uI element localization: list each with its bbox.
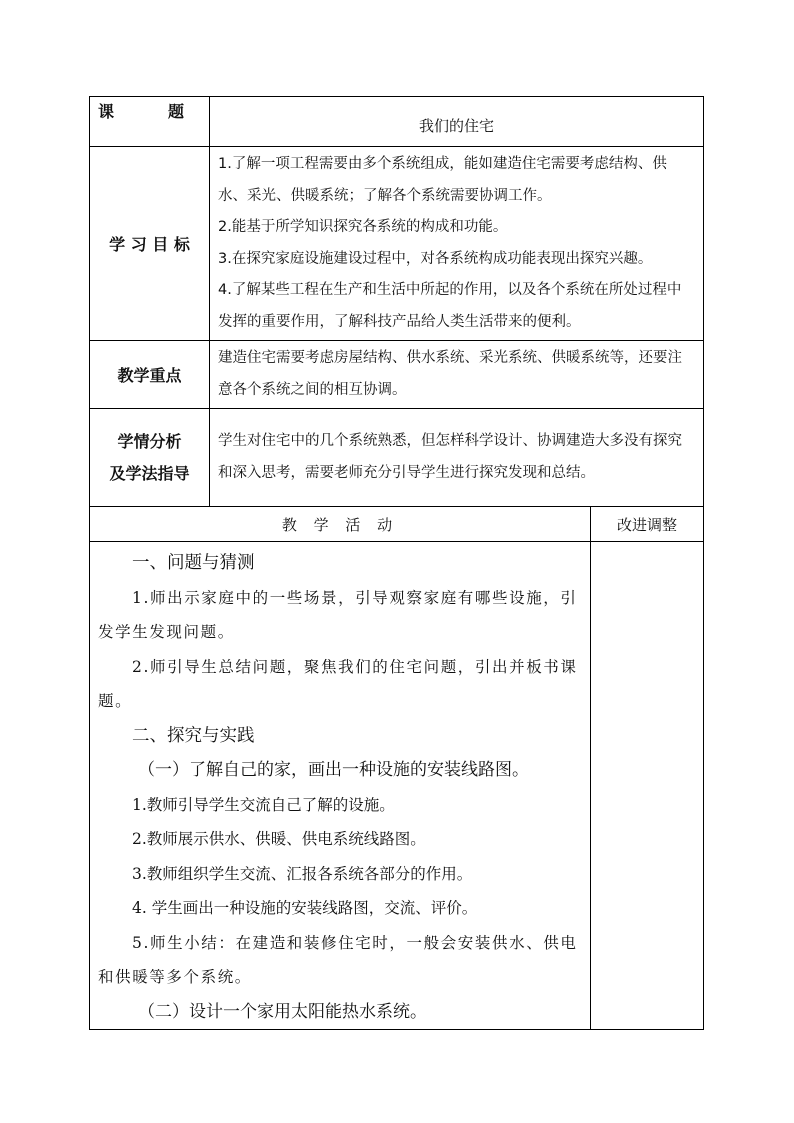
activities-content: [90, 542, 591, 1030]
s1-paragraph-2: 2.师引导生总结问题，聚焦我们的住宅问题，引出并板书课题。: [98, 657, 578, 710]
goals-content: [210, 147, 704, 341]
lesson-plan-table: [89, 96, 704, 1030]
adjust-header: 改进调整: [591, 507, 704, 542]
adjust-content: [591, 542, 704, 1030]
analysis-content: [210, 409, 704, 507]
analysis-text: 学生对住宅中的几个系统熟悉，但怎样科学设计、协调建造大多没有探究和深入思考，需要老师充分引导学生进行探究发现和总结。: [218, 433, 682, 481]
s2-paragraph-5: 5.师生小结：在建造和装修住宅时，一般会安装供水、供电和供暖等多个系统。: [98, 933, 578, 986]
goal-item-3: 3.在探究家庭设施建设过程中，对各系统构成功能表现出探究兴趣。: [218, 250, 653, 267]
s2-paragraph-3: 3.教师组织学生交流、汇报各系统各部分的作用。: [132, 864, 473, 883]
section-1-heading: 一、问题与猜测: [132, 553, 255, 573]
subsection-1-heading: （一）了解自己的家，画出一种设施的安装线路图。: [138, 760, 529, 780]
s2-paragraph-2: 2.教师展示供水、供暖、供电系统线路图。: [132, 830, 426, 848]
activities-header-row: [90, 507, 704, 542]
topic-row: [90, 97, 704, 147]
key-points-content: [210, 341, 704, 409]
s2-paragraph-1: 1.教师引导学生交流自己了解的设施。: [132, 795, 395, 814]
subsection-2-heading: （二）设计一个家用太阳能热水系统。: [138, 1001, 427, 1022]
analysis-label-line2: 及学法指导: [109, 463, 190, 483]
goals-label: 学 习 目 标: [90, 147, 210, 341]
key-points-text: 建造住宅需要考虑房屋结构、供水系统、采光系统、供暖系统等，还要注意各个系统之间的相互协调。: [218, 350, 682, 398]
goal-item-2: 2.能基于所学知识探究各系统的构成和功能。: [218, 219, 508, 235]
analysis-label-line1: 学情分析: [117, 431, 182, 451]
goal-item-1: 1.了解一项工程需要由多个系统组成，能如建造住宅需要考虑结构、供水、采光、供暖系统；了解各个系统需要协调工作。: [218, 156, 667, 204]
key-points-label: 教学重点: [90, 341, 210, 409]
goal-item-4: 4.了解某些工程在生产和生活中所起的作用，以及各个系统在所处过程中发挥的重要作用，了解科技产品给人类生活带来的便利。: [218, 282, 682, 330]
key-points-row: [90, 341, 704, 409]
s2-paragraph-4: 4. 学生画出一种设施的安装线路图，交流、评价。: [132, 899, 478, 917]
topic-label: 课 题: [90, 97, 210, 147]
s1-paragraph-1: 1.师出示家庭中的一些场景，引导观察家庭有哪些设施，引发学生发现问题。: [98, 588, 578, 641]
analysis-label: [90, 409, 210, 507]
goals-row: [90, 147, 704, 341]
activities-row: [90, 542, 704, 1030]
topic-value: 我们的住宅: [210, 97, 704, 147]
analysis-row: [90, 409, 704, 507]
activities-header: 教 学 活 动: [90, 507, 591, 542]
section-2-heading: 二、探究与实践: [132, 725, 255, 746]
